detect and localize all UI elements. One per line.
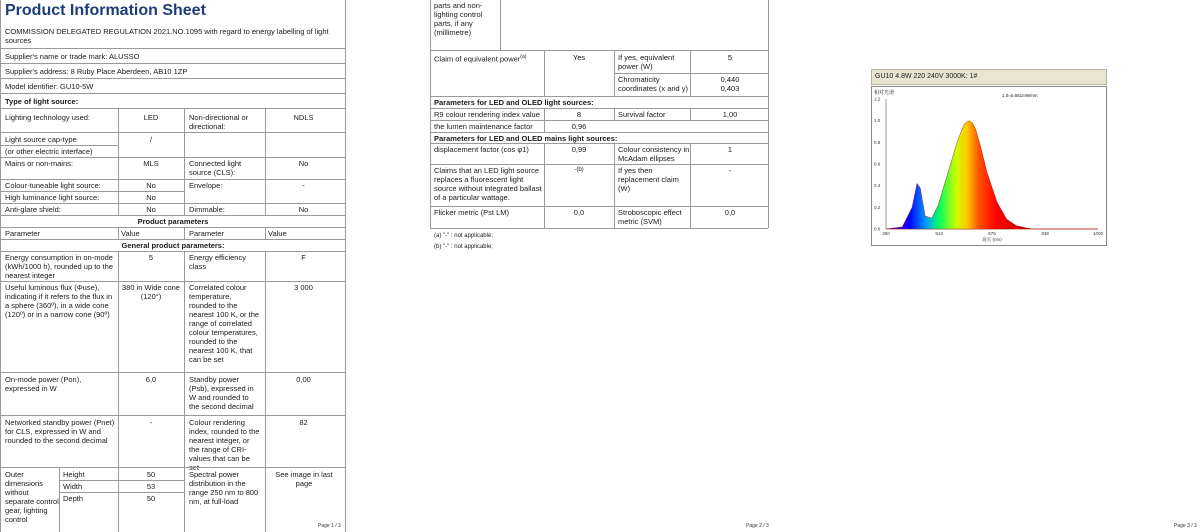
displacement-value: 0,99: [571, 145, 587, 154]
model-identifier: Model identifier: GU10-5W: [5, 82, 94, 91]
displacement-label: displacement factor (cos φ1): [434, 145, 529, 154]
mains-value: MLS: [143, 159, 159, 168]
y-tick-label: 0.8: [874, 139, 881, 145]
page-number: Page 3 / 3: [1174, 523, 1197, 529]
chromaticity-label: Chromaticity coordinates (x and y): [618, 75, 689, 93]
x-tick-label: 1000: [1092, 231, 1104, 236]
networked-value: -: [149, 418, 153, 427]
colour-consistency-value: 1: [727, 145, 733, 154]
x-tick-label: 350: [882, 231, 890, 236]
type-heading: Type of light source:: [5, 97, 79, 106]
x-tick-label: 675: [988, 231, 996, 236]
spd-label: Spectral power distribution in the range 250 nm to 800 nm, at full-load: [189, 470, 259, 506]
page-1: [0, 0, 346, 532]
lumen-maint-value: 0,96: [571, 122, 587, 131]
chart-series: [886, 121, 1098, 229]
cri-value: 82: [299, 418, 308, 427]
cls-value: No: [298, 159, 309, 168]
envelope-value: -: [302, 181, 305, 190]
replacement-value: -: [728, 166, 732, 175]
y-tick-label: 0.6: [874, 161, 881, 167]
tuneable-value: No: [146, 181, 156, 190]
outer-dim-label: Outer dimensions without separate control gear, lighting control: [5, 470, 59, 524]
non-directional-label: Non-directional or directional:: [189, 113, 249, 131]
x-tick-label: 838: [1041, 231, 1049, 236]
high-lum-value: No: [146, 193, 156, 202]
page-2: [416, 0, 786, 532]
efficiency-class-value: F: [301, 253, 306, 262]
networked-label: Networked standby power (Pnet) for CLS, expressed in W and rounded to the second decimal: [5, 418, 115, 445]
flicker-value: 0,0: [573, 208, 585, 217]
energy-consumption-value: 5: [148, 253, 154, 262]
cap-type-value: /: [149, 135, 153, 144]
chart-title: GU10 4.8W 220 240V 3000K: 1#: [875, 73, 978, 80]
footnote-a: (a) "-" : not applicable;: [434, 233, 493, 239]
spectrum-plot: [872, 87, 1106, 245]
chart-title-bar: [871, 69, 1107, 85]
product-parameters-heading: Product parameters: [137, 217, 209, 226]
y-tick-label: 0.2: [874, 204, 881, 210]
lumen-maint-label: the lumen maintenance factor: [434, 122, 533, 131]
cap-type-label: Light source cap-type: [5, 135, 77, 144]
cct-value: 3 000: [294, 283, 313, 292]
cri-label: Colour rendering index, rounded to the nearest integer, or the range of CRI-values that can be set: [189, 418, 260, 472]
standby-label: Standby power (Psb), expressed in W and rounded to the second decimal: [189, 375, 254, 411]
height-value: 50: [146, 470, 156, 479]
spd-value: See image in last page: [275, 470, 333, 488]
chromaticity-y: 0,403: [720, 84, 740, 93]
regulation-text: COMMISSION DELEGATED REGULATION 2021.NO.1095 with regard to energy labelling of light sources: [5, 27, 329, 45]
r9-label: R9 colour rendering index value: [434, 110, 540, 119]
chart-peak-label: 1.0=5.661mW/nm: [1002, 93, 1038, 98]
equiv-power-label: If yes, equivalent power (W): [618, 53, 675, 71]
chromaticity-x: 0,440: [720, 75, 740, 84]
page-number: Page 2 / 3: [746, 523, 769, 529]
equiv-power-value: 5: [727, 53, 733, 62]
col-value-2: Value: [268, 229, 287, 238]
survival-label: Survival factor: [618, 110, 666, 119]
tuneable-label: Colour-tuneable light source:: [5, 181, 101, 190]
stroboscopic-value: 0,0: [724, 208, 736, 217]
y-tick-label: 0.4: [874, 183, 881, 189]
anti-glare-value: No: [146, 205, 156, 214]
r9-value: 8: [576, 110, 582, 119]
cap-type-sub: (or other electric interface): [5, 147, 93, 156]
claim-equiv-value: Yes: [572, 53, 586, 62]
chart-corner-label: 相对光谱: [874, 90, 895, 96]
flicker-label: Flicker metric (Pst LM): [434, 208, 509, 217]
depth-value: 50: [146, 494, 156, 503]
y-tick-label: 1.2: [874, 96, 881, 102]
replacement-label: If yes then replacement claim (W): [618, 166, 679, 193]
y-tick-label: 1.0: [874, 118, 881, 124]
non-directional-value: NDLS: [293, 113, 314, 122]
on-mode-power-value: 6,0: [145, 375, 157, 384]
standby-value: 0,00: [296, 375, 311, 384]
general-parameters-heading: General product parameters:: [121, 241, 225, 250]
supplier-name: Supplier's name or trade mark: ALUSSO: [5, 52, 140, 61]
colour-consistency-label: Colour consistency in McAdam ellipses: [618, 145, 690, 163]
efficiency-class-label: Energy efficiency class: [189, 253, 246, 271]
anti-glare-label: Anti-glare shield:: [5, 205, 61, 214]
useful-flux-value: 380 in Wide cone (120°): [122, 283, 180, 301]
claim-equiv-label: Claim of equivalent power$^{(a)}$: [434, 54, 527, 64]
mains-params-heading: Parameters for LED and OLED mains light sources:: [434, 134, 618, 143]
footnote-b: (b) "-" : not applicable;: [434, 244, 493, 250]
survival-value: 1,00: [722, 110, 738, 119]
spectrum-area: [886, 121, 1098, 229]
x-axis-label: 波长 (nm): [982, 237, 1002, 242]
width-value: 53: [146, 482, 156, 491]
envelope-label: Envelope:: [189, 181, 223, 190]
high-lum-label: High luminance light source:: [5, 193, 100, 202]
depth-label: Depth: [63, 494, 84, 503]
parts-label: parts and non-lighting control parts, if any (millimetre): [434, 1, 483, 37]
claims-led-label: Claims that an LED light source replaces a fluorescent light source without integrated ballast of a particular wattage.: [434, 166, 542, 202]
energy-consumption-label: Energy consumption in on-mode (kWh/1000 h), rounded up to the nearest integer: [5, 253, 113, 280]
led-params-heading: Parameters for LED and OLED light sources:: [434, 98, 594, 107]
col-parameter-1: Parameter: [5, 229, 41, 238]
useful-flux-label: Useful luminous flux (Φuse), indicating if it refers to the flux in a sphere (360º), in a wide cone (120º) or in a narrow cone (90º): [5, 283, 113, 319]
dimmable-value: No: [298, 205, 309, 214]
lighting-tech-label: Lighting technology used:: [5, 113, 91, 122]
stroboscopic-label: Stroboscopic effect metric (SVM): [618, 208, 682, 226]
width-label: Width: [63, 482, 83, 491]
page-title: Product Information Sheet: [5, 2, 206, 19]
claims-led-value: -(b): [574, 167, 584, 173]
page-number: Page 1 / 3: [318, 523, 341, 529]
cls-label: Connected light source (CLS):: [189, 159, 242, 177]
x-tick-label: 513: [935, 231, 943, 236]
spectrum-chart: [871, 86, 1107, 246]
height-label: Height: [63, 470, 85, 479]
on-mode-power-label: On-mode power (Pon), expressed in W: [5, 375, 82, 393]
supplier-address: Supplier's address: 8 Ruby Place Aberdeen, AB10 1ZP: [5, 67, 188, 76]
col-parameter-2: Parameter: [189, 229, 225, 238]
cct-label: Correlated colour temperature, rounded to the nearest 100 K, or the range of correlated colour temperatures, rounded to the nearest 100 K, that can be set: [189, 283, 260, 364]
mains-label: Mains or non-mains:: [5, 159, 73, 168]
lighting-tech-value: LED: [143, 113, 159, 122]
col-value-1: Value: [121, 229, 140, 238]
dimmable-label: Dimmable:: [189, 205, 225, 214]
y-tick-label: 0.0: [874, 226, 881, 232]
page-3: [866, 0, 1200, 532]
